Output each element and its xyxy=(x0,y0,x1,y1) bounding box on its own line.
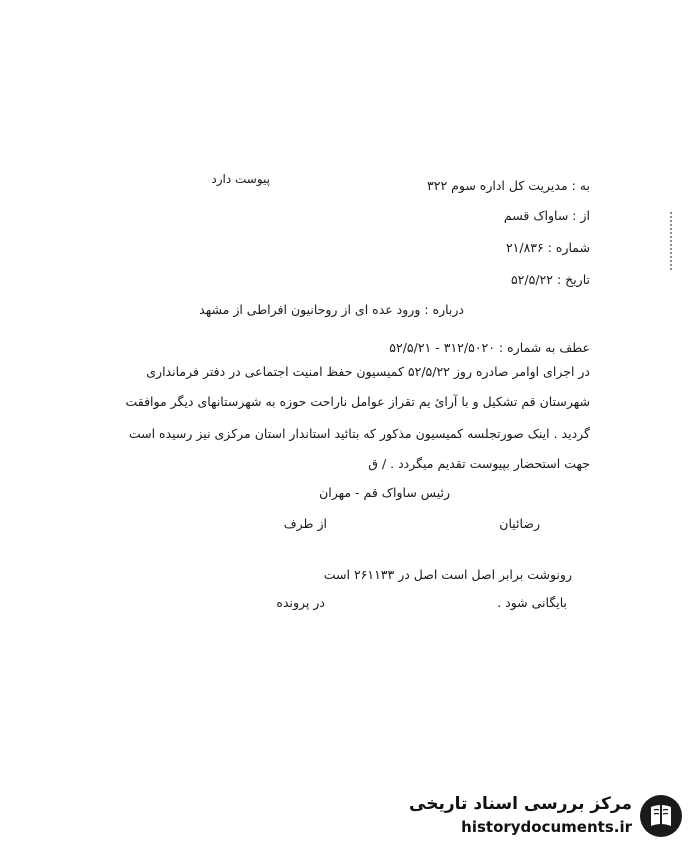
head-signature: رئیس ساواک قم - مهران xyxy=(319,485,450,500)
body-line: شهرستان قم تشکیل و با آرائ یم تقراز عوامل ناراحت حوزه به شهرستانهای دیگر موافقت xyxy=(125,394,590,409)
copy-note: رونوشت برابر اصل است اصل در ۲۶۱۱۳۳ است xyxy=(323,567,572,582)
body-line: گردید . اینک صورتجلسه کمیسیون مذکور که بتائید استاندار استان مرکزی نیز رسیده است xyxy=(128,426,590,441)
archive-logo-icon xyxy=(638,793,684,839)
body-line: در اجرای اوامر صادره روز ۵۲/۵/۲۲ کمیسیون حفظ امنیت اجتماعی در دفتر فرمانداری xyxy=(146,364,590,379)
watermark xyxy=(409,793,690,841)
header-from: از : ساواک قسم xyxy=(503,208,590,223)
header-to: به : مدیریت کل اداره سوم ۳۲۲ xyxy=(427,178,590,193)
header-number: شماره : ۲۱/۸۳۶ xyxy=(505,240,590,255)
reference-line: عطف به شماره : ۳۱۲/۵۰۲۰ - ۵۲/۵/۲۱ xyxy=(389,340,590,355)
annex-note: پیوست دارد xyxy=(211,172,270,186)
filing-left: در پرونده xyxy=(276,595,325,610)
subject-line: درباره : ورود عده ای از روحانیون افراطی از مشهد xyxy=(199,302,464,317)
signature-right: رضائیان xyxy=(499,516,540,531)
margin-mark xyxy=(670,212,676,270)
signature-left: از طرف xyxy=(283,516,327,531)
header-date: تاریخ : ۵۲/۵/۲۲ xyxy=(510,272,590,287)
filing-right: بایگانی شود . xyxy=(497,595,567,610)
body-line: جهت استحضار بپیوست تقدیم میگردد . / ق xyxy=(368,456,590,471)
watermark-url[interactable]: historydocuments.ir xyxy=(461,818,632,836)
watermark-title: مرکز بررسی اسناد تاریخی xyxy=(409,794,632,814)
